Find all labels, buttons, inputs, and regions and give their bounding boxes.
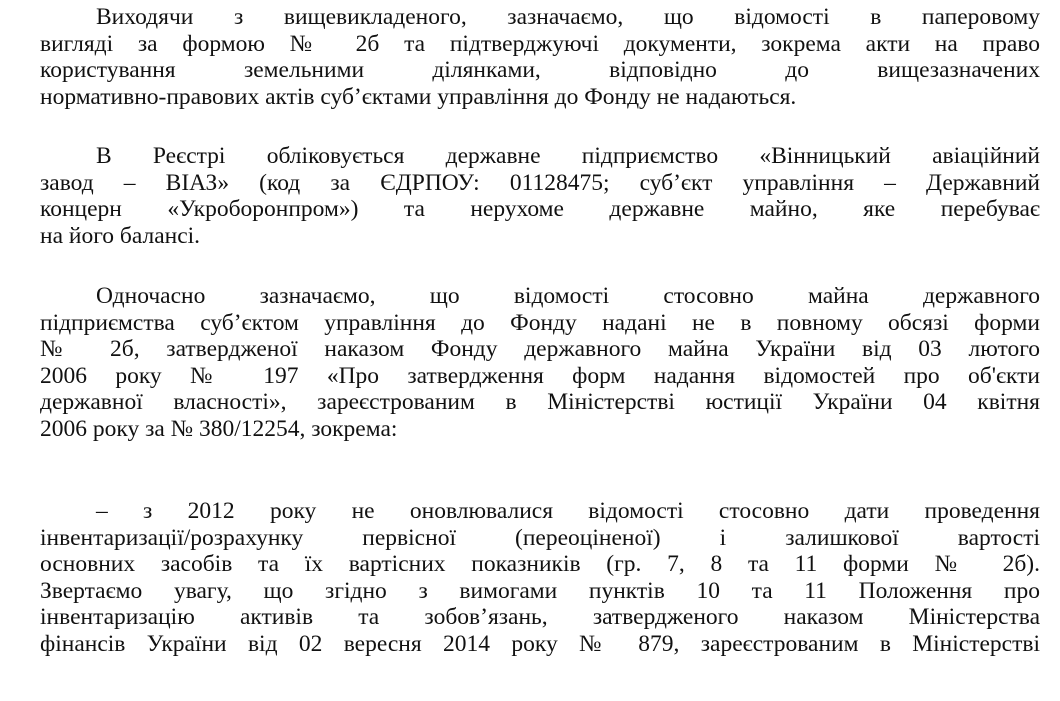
text-line: – з 2012 року не оновлювалися відомості стосовно дати проведення xyxy=(96,498,1040,524)
text-line: Виходячи з вищевикладеного, зазначаємо, що відомості в паперовому xyxy=(96,4,1040,30)
text-line: державної власності», зареєстрованим в Міністерстві юстиції України 04 квітня xyxy=(40,389,1040,415)
text-line: 2006 року № 197 «Про затвердження форм надання відомостей про об'єкти xyxy=(40,362,1040,389)
text-line: завод – ВІАЗ» (код за ЄДРПОУ: 01128475; суб’єкт управління – Державний xyxy=(40,169,1040,196)
text-line: В Реєстрі обліковується державне підприємство «Вінницький авіаційний xyxy=(96,143,1040,169)
text-line: № 2б, затвердженої наказом Фонду державного майна України від 03 лютого xyxy=(40,336,1040,362)
text-line: на його балансі. xyxy=(40,222,201,249)
text-line: Одночасно зазначаємо, що відомості стосовно майна державного xyxy=(96,283,1040,309)
paragraph-conclusion xyxy=(40,4,1040,110)
text-line: основних засобів та їх вартісних показників (гр. 7, 8 та 11 форми № 2б). xyxy=(40,551,1040,577)
text-line: Звертаємо увагу, що згідно з вимогами пунктів 10 та 11 Положення про xyxy=(40,577,1040,604)
text-line: користування земельними ділянками, відповідно до вищезазначених xyxy=(40,57,1040,83)
text-line: 2006 року за № 380/12254, зокрема: xyxy=(40,415,398,442)
text-line: концерн «Укроборонпром») та нерухоме державне майно, яке перебуває xyxy=(40,196,1040,222)
text-line: інвентаризації/розрахунку первісної (переоціненої) і залишкової вартості xyxy=(40,524,1040,551)
text-line: нормативно-правових актів суб’єктами управління до Фонду не надаються. xyxy=(40,83,797,110)
paragraph-incomplete-data xyxy=(40,283,1040,442)
paragraph-list-item xyxy=(40,498,1040,657)
text-line: вигляді за формою № 2б та підтверджуючі документи, зокрема акти на право xyxy=(40,30,1040,57)
text-line: інвентаризацію активів та зобов’язань, затвердженого наказом Міністерства xyxy=(40,604,1040,630)
paragraph-registry xyxy=(40,143,1040,249)
text-line: підприємства суб’єктом управління до Фонду надані не в повному обсязі форми xyxy=(40,309,1040,336)
text-line: фінансів України від 02 вересня 2014 року № 879, зареєстрованим в Міністерстві xyxy=(40,630,1040,657)
